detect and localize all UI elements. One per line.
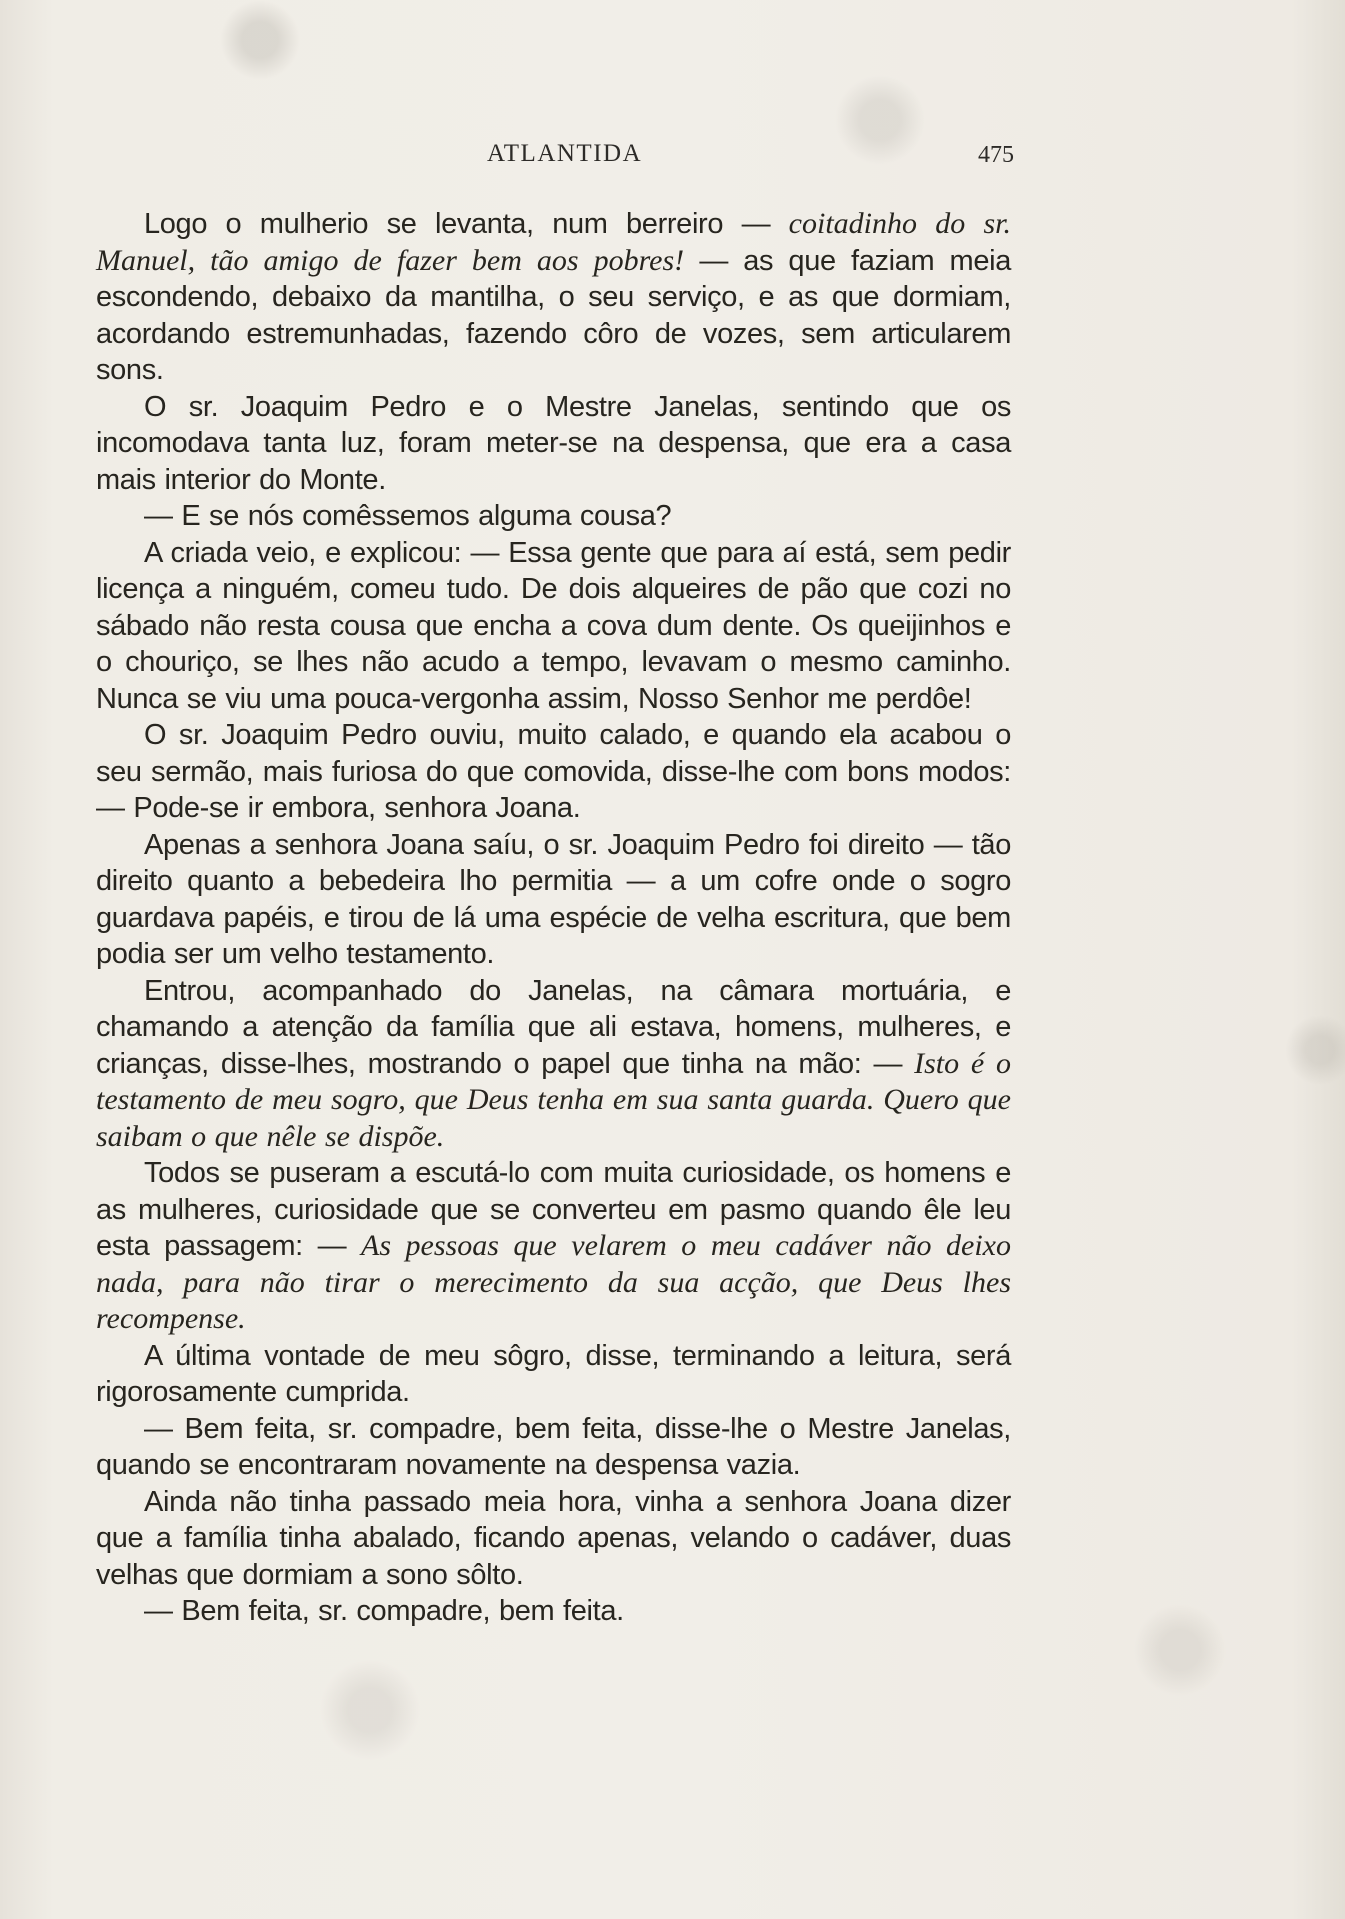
- paragraph: [96, 1338, 1011, 1411]
- paragraph: [96, 827, 1011, 973]
- paragraph: [96, 1593, 1011, 1630]
- text-run: — as que faziam meia escondendo, debaixo da mantilha, o seu serviço, e as que dormiam, acordando estremunhadas, fazendo côro de vozes, sem articularem sons.: [96, 244, 1011, 386]
- paragraph: [96, 717, 1011, 827]
- text-run: Todos se puseram a escutá-lo com muita curiosidade, os homens e as mulheres, curiosidade que se converteu em pasmo quando êle leu esta passagem: —: [96, 1157, 1011, 1262]
- text-run: A última vontade de meu sôgro, disse, terminando a leitura, será rigorosamente cumprida.: [96, 1339, 1011, 1408]
- paragraph: [96, 206, 1011, 389]
- running-title: ATLANTIDA: [487, 140, 643, 167]
- text-run: Entrou, acompanhado do Janelas, na câmara mortuária, e chamando a atenção da família que ali estava, homens, mulheres, e crianças, disse-lhes, mostrando o papel que tinha na mão: —: [96, 974, 1011, 1080]
- paragraph: [96, 1484, 1011, 1594]
- paragraph: [96, 1155, 1011, 1338]
- body-text: [96, 206, 1011, 1630]
- paragraph: [96, 1411, 1011, 1484]
- text-run: O sr. Joaquim Pedro e o Mestre Janelas, sentindo que os incomodava tanta luz, foram meter-se na despensa, que era a casa mais interior do Monte.: [96, 390, 1011, 496]
- text-run: Apenas a senhora Joana saíu, o sr. Joaquim Pedro foi direito — tão direito quanto a bebedeira lho permitia — a um cofre onde o sogro guardava papéis, e tirou de lá uma espécie de velha escritura, que bem podia ser um velho testamento.: [96, 828, 1011, 970]
- italic-text: coitadinho do sr. Manuel, tão amigo de fazer bem aos pobres!: [96, 207, 1011, 277]
- text-run: O sr. Joaquim Pedro ouviu, muito calado, e quando ela acabou o seu sermão, mais furiosa do que comovida, disse-lhe com bons modos: — Pode-se ir embora, senhora Joana.: [96, 719, 1011, 824]
- text-run: Logo o mulherio se levanta, num berreiro —: [144, 208, 789, 240]
- paragraph: [96, 535, 1011, 718]
- text-run: — E se nós comêssemos alguma cousa?: [144, 500, 672, 532]
- paragraph: [96, 973, 1011, 1156]
- paragraph: [96, 389, 1011, 499]
- text-run: A criada veio, e explicou: — Essa gente que para aí está, sem pedir licença a ninguém, comeu tudo. De dois alqueires de pão que cozi no sábado não resta cousa que encha a cova dum dente. Os queijinhos e o chouriço, se lhes não acudo a tempo, levavam o mesmo caminho. Nunca se viu uma pouca-vergonha assim, Nosso Senhor me perdôe!: [96, 536, 1011, 715]
- italic-text: As pessoas que velarem o meu cadáver não deixo nada, para não tirar o merecimento da sua acção, que Deus lhes recompense.: [96, 1229, 1011, 1335]
- paragraph: [96, 498, 1011, 535]
- italic-text: Isto é o testamento de meu sogro, que Deus tenha em sua santa guarda. Quero que saibam o que nêle se dispõe.: [96, 1046, 1011, 1153]
- running-header: [0, 140, 1345, 180]
- text-run: — Bem feita, sr. compadre, bem feita, disse-lhe o Mestre Janelas, quando se encontraram novamente na despensa vazia.: [96, 1412, 1011, 1481]
- page-number: 475: [978, 142, 1014, 168]
- text-run: — Bem feita, sr. compadre, bem feita.: [144, 1595, 624, 1627]
- text-run: Ainda não tinha passado meia hora, vinha a senhora Joana dizer que a família tinha abalado, ficando apenas, velando o cadáver, duas velhas que dormiam a sono sôlto.: [96, 1485, 1011, 1591]
